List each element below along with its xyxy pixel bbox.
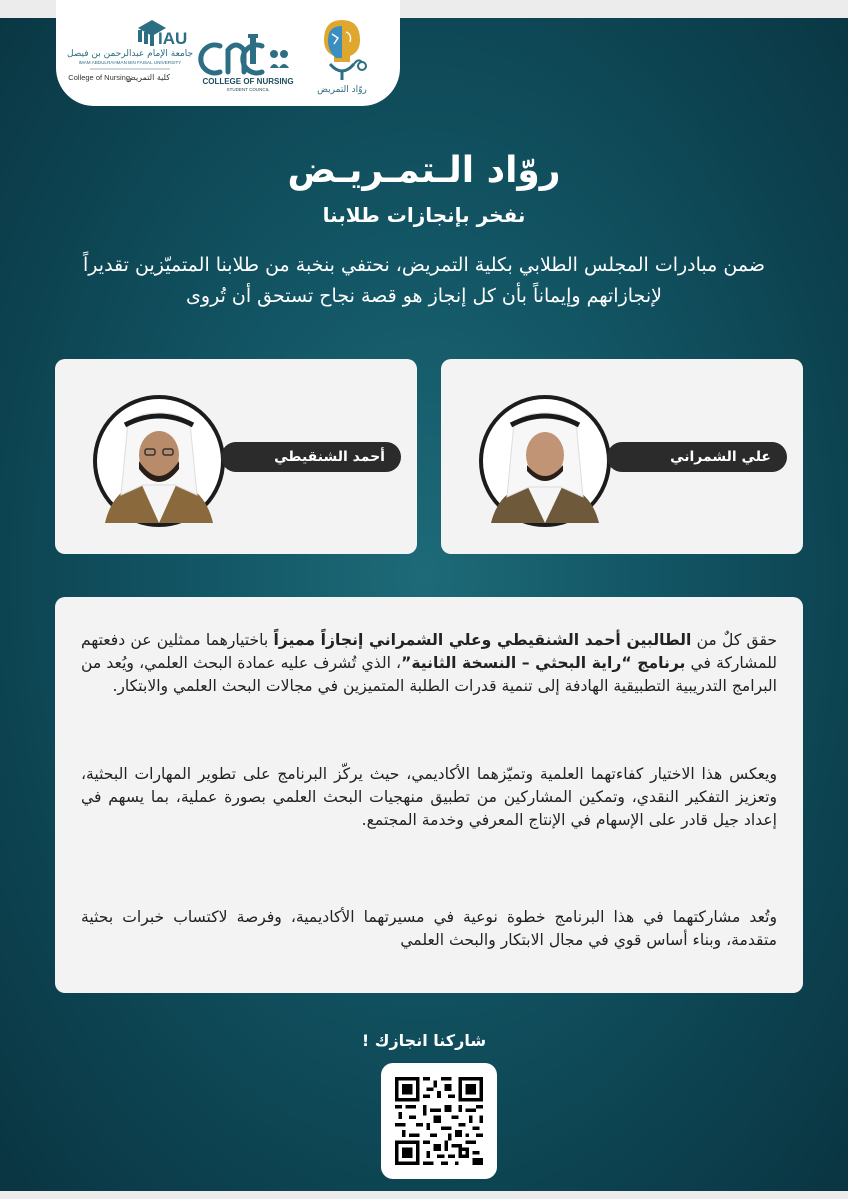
iau-brand-text: IAU — [158, 29, 188, 48]
iau-logo-icon — [66, 14, 194, 94]
council-logo-line2: STUDENT COUNCIL — [226, 87, 270, 92]
student-photo — [93, 395, 225, 527]
person-icon — [97, 399, 221, 523]
student-name: علي الشمراني — [607, 442, 787, 472]
bottom-strip — [0, 1191, 848, 1199]
paragraph-1-text: باختيارهما ممثلين عن دفعتهم للمشاركة في — [81, 631, 777, 672]
student-card — [55, 359, 417, 554]
nursing-pioneers-logo-icon — [300, 12, 386, 96]
pioneers-logo-caption: روّاد التمريض — [317, 85, 367, 95]
logo-header — [56, 0, 400, 106]
paragraph-1-text: حقق كلٌ من — [691, 631, 777, 649]
intro-text: ضمن مبادرات المجلس الطلابي بكلية التمريض، نحتفي بنخبة من طلابنا المتميّزين تقديراً لإنجازاتهم وإيماناً بأن كل إنجاز هو قصة نجاح تستحق أن تُروى — [83, 254, 765, 307]
achievement-text-box — [55, 597, 803, 993]
person-icon — [483, 399, 607, 523]
college-name-ar: كلية التمريض — [126, 73, 170, 82]
college-name-en: College of Nursing — [68, 73, 130, 82]
qr-code-icon[interactable] — [395, 1077, 483, 1165]
paragraph-2: ويعكس هذا الاختيار كفاءتهما العلمية وتميّزهما الأكاديمي، حيث يركّز البرنامج على تطوير المهارات البحثية، وتعزيز التفكير النقدي، وتمكين المشاركين من تطبيق منهجيات البحث العلمي بصورة عملية، بما يسهم في إعداد جيل قادر على الإسهام في الإنتاج المعرفي وخدمة المجتمع. — [81, 765, 777, 829]
paragraph-1 — [81, 629, 777, 698]
page-subtitle: نفخر بإنجازات طلابنا — [322, 203, 526, 227]
program-highlight: برنامج “راية البحثي – النسخة الثانية” — [401, 654, 686, 672]
student-card — [441, 359, 803, 554]
students-highlight: الطالبين أحمد الشنقيطي وعلي الشمراني إنجازاً مميزاً — [273, 631, 692, 649]
university-name-en: IMAM ABDULRAHMAN BIN FAISAL UNIVERSITY — [78, 60, 182, 65]
page-title: روّاد الـتمـريـض — [287, 150, 561, 191]
qr-code-card[interactable] — [381, 1063, 497, 1179]
university-name-ar: جامعة الإمام عبدالرحمن بن فيصل — [66, 49, 194, 59]
council-logo-line1: COLLEGE OF NURSING — [202, 77, 294, 86]
student-photo — [479, 395, 611, 527]
paragraph-1-text: ، الذي تُشرف عليه عمادة البحث العلمي، ويُعد من البرامج التدريبية التطبيقية الهادفة إلى تنمية قدرات الطلبة المتميزين في مجالات البحث العلمي والابتكار. — [81, 654, 777, 695]
share-label: شاركنا انجازك ! — [361, 1031, 487, 1050]
paragraph-3: وتُعد مشاركتهما في هذا البرنامج خطوة نوعية في مسيرتهما الأكاديمية، وفرصة لاكتساب خبرات بحثية متقدمة، وبناء أساس قوي في مجال الابتكار والبحث العلمي — [81, 908, 777, 949]
nursing-council-logo-icon — [200, 24, 296, 94]
student-name: أحمد الشنقيطي — [221, 442, 401, 472]
